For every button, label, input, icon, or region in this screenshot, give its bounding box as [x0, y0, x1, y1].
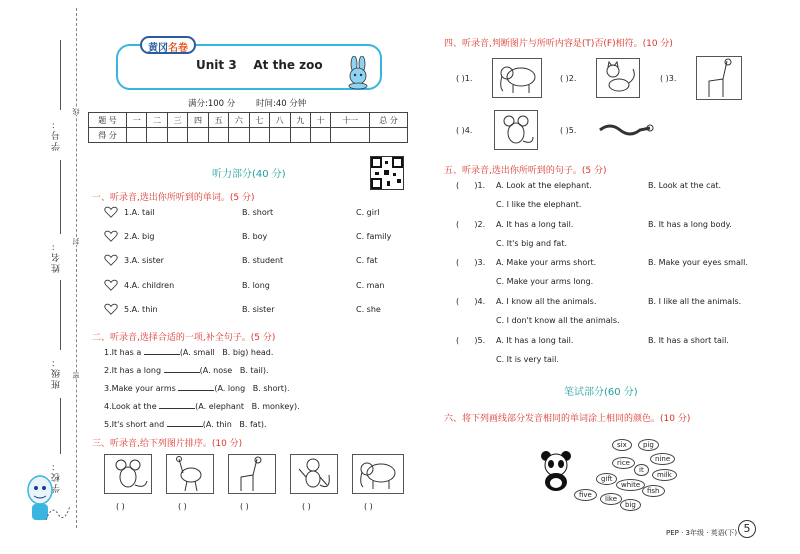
- score-cell[interactable]: [167, 128, 187, 143]
- q3-answer-slot[interactable]: ( ): [302, 502, 311, 511]
- q4-item-number[interactable]: ( )3.: [660, 74, 677, 83]
- option-b[interactable]: B. Look at the cat.: [648, 181, 722, 190]
- answer-blank[interactable]: [144, 354, 180, 355]
- q5-item: [456, 258, 776, 292]
- q2-item: 1.It has a (A. small B. big) head.: [104, 348, 274, 357]
- word-bubble[interactable]: five: [574, 489, 597, 501]
- score-table-score-row: [89, 128, 408, 143]
- option-b[interactable]: B. long: [242, 281, 270, 290]
- score-cell[interactable]: [270, 128, 290, 143]
- option-c[interactable]: C. It is very tail.: [496, 355, 559, 364]
- word-bubble[interactable]: white: [616, 479, 645, 491]
- cat-picture: [596, 58, 640, 98]
- unit-title: Unit 3 At the zoo: [196, 58, 323, 72]
- q3-answer-slot[interactable]: ( ): [240, 502, 249, 511]
- snake-icon: [596, 120, 656, 140]
- school-line[interactable]: [60, 398, 61, 454]
- table-cell: 题 号: [89, 113, 127, 128]
- q2-item: 3.Make your arms (A. long B. short).: [104, 384, 290, 393]
- option-c[interactable]: C. girl: [356, 208, 380, 217]
- mouse-picture: [494, 110, 538, 150]
- mouse-icon: [105, 455, 151, 493]
- answer-blank[interactable]: [167, 426, 203, 427]
- q3-answer-slot[interactable]: ( ): [178, 502, 187, 511]
- q3-answer-slot[interactable]: ( ): [116, 502, 125, 511]
- class-line[interactable]: [60, 280, 61, 350]
- snake-picture: [596, 120, 656, 140]
- table-cell: 四: [188, 113, 208, 128]
- q4-title: 四、听录音,判断图片与所听内容是(T)否(F)相符。(10 分): [444, 39, 673, 49]
- binding-fold-line: [76, 8, 77, 528]
- q2-item: 5.It's short and (A. thin B. fat).: [104, 420, 267, 429]
- giraffe-picture: [228, 454, 276, 494]
- option-c[interactable]: C. she: [356, 305, 381, 314]
- ostrich-picture: [166, 454, 214, 494]
- option-c[interactable]: C. I like the elephant.: [496, 200, 582, 209]
- q5-item: [456, 297, 776, 331]
- table-cell: 八: [270, 113, 290, 128]
- cat-icon: [597, 59, 639, 97]
- ostrich-icon: [167, 455, 213, 493]
- heart-answer-icon[interactable]: [104, 254, 118, 266]
- q4-item-number[interactable]: ( )5.: [560, 126, 577, 135]
- monkey-icon: [291, 455, 337, 493]
- option-a[interactable]: A. Look at the elephant.: [496, 181, 592, 190]
- q5-title: 五、听录音,选出你所听到的句子。(5 分): [444, 166, 607, 176]
- word-bubble[interactable]: nine: [650, 453, 675, 465]
- class-label: 班级：: [52, 356, 62, 389]
- student-id-label: 学号：: [52, 118, 62, 151]
- giraffe-icon: [229, 455, 275, 493]
- option-c[interactable]: C. man: [356, 281, 385, 290]
- wave-icon: [44, 500, 72, 524]
- q2-title: 二、听录音,选择合适的一项,补全句子。(5 分): [92, 333, 276, 343]
- option-b[interactable]: B. short: [242, 208, 274, 217]
- option-b[interactable]: B. I like all the animals.: [648, 297, 742, 306]
- word-bubble[interactable]: six: [612, 439, 632, 451]
- answer-blank[interactable]: [164, 372, 200, 373]
- written-title: 笔试部分(60 分): [564, 387, 638, 398]
- heart-answer-icon[interactable]: [104, 206, 118, 218]
- heart-answer-icon[interactable]: [104, 279, 118, 291]
- elephant-icon: [353, 455, 403, 493]
- q4-item-number[interactable]: ( )4.: [456, 126, 473, 135]
- option-b[interactable]: B. Make your eyes small.: [648, 258, 748, 267]
- table-cell: 十一: [331, 113, 370, 128]
- answer-blank[interactable]: [159, 408, 195, 409]
- elephant-picture: [492, 58, 542, 98]
- word-bubble[interactable]: rice: [612, 457, 635, 469]
- heart-answer-icon[interactable]: [104, 230, 118, 242]
- table-cell: 十: [310, 113, 330, 128]
- mouse-picture: [104, 454, 152, 494]
- fold-mark: 密: [72, 372, 80, 379]
- score-cell[interactable]: [249, 128, 269, 143]
- q2-item: 2.It has a long (A. nose B. tail).: [104, 366, 269, 375]
- option-b[interactable]: B. sister: [242, 305, 275, 314]
- score-table: [88, 112, 408, 143]
- monkey-picture: [290, 454, 338, 494]
- option-b[interactable]: B. It has a short tail.: [648, 336, 729, 345]
- answer-blank[interactable]: [178, 390, 214, 391]
- heart-answer-icon[interactable]: [104, 303, 118, 315]
- q5-answer-slot[interactable]: ( )3.: [456, 258, 486, 267]
- word-bubble[interactable]: like: [600, 493, 622, 505]
- q4-item-number[interactable]: ( )2.: [560, 74, 577, 83]
- option-a[interactable]: A. I know all the animals.: [496, 297, 597, 306]
- elephant-icon: [493, 59, 541, 97]
- footer-text: PEP · 3年级 · 英语(下): [666, 529, 738, 537]
- option-a[interactable]: 5.A. thin: [124, 305, 158, 314]
- name-label: 姓名：: [52, 240, 62, 273]
- brand-logo: 黄冈名卷: [140, 36, 196, 54]
- score-table-header-row: [89, 113, 408, 128]
- score-cell[interactable]: [290, 128, 310, 143]
- option-b[interactable]: B. student: [242, 256, 284, 265]
- score-cell[interactable]: [127, 128, 147, 143]
- option-c[interactable]: C. Make your arms long.: [496, 277, 594, 286]
- panda-icon: [536, 448, 576, 492]
- student-id-line[interactable]: [60, 40, 61, 110]
- score-cell[interactable]: [331, 128, 370, 143]
- page-number: 5: [738, 520, 756, 538]
- giraffe-icon: [697, 57, 741, 99]
- qr-code-icon: [370, 156, 404, 190]
- name-line[interactable]: [60, 160, 61, 234]
- word-bubble[interactable]: milk: [652, 469, 677, 481]
- rabbit-icon: [342, 56, 374, 90]
- giraffe-picture: [696, 56, 742, 100]
- option-b[interactable]: B. It has a long body.: [648, 220, 732, 229]
- q3-answer-slot[interactable]: ( ): [364, 502, 373, 511]
- mouse-icon: [495, 111, 537, 149]
- table-cell: 得 分: [89, 128, 127, 143]
- school-label: 学校：: [52, 460, 62, 493]
- table-cell: 一: [127, 113, 147, 128]
- q2-item: 4.Look at the (A. elephant B. monkey).: [104, 402, 300, 411]
- q5-answer-slot[interactable]: ( )4.: [456, 297, 486, 306]
- full-score: 满分:100 分: [188, 99, 236, 109]
- option-c[interactable]: C. I don't know all the animals.: [496, 316, 620, 325]
- option-b[interactable]: B. boy: [242, 232, 268, 241]
- option-a[interactable]: A. Make your arms short.: [496, 258, 597, 267]
- q5-item: [456, 220, 776, 254]
- exam-time: 时间:40 分钟: [256, 99, 307, 109]
- q4-item-number[interactable]: ( )1.: [456, 74, 473, 83]
- word-bubble[interactable]: it: [634, 464, 649, 476]
- q1-title: 一、听录音,选出你所听到的单词。(5 分): [92, 193, 255, 203]
- option-a[interactable]: A. It has a long tail.: [496, 220, 574, 229]
- q5-answer-slot[interactable]: ( )2.: [456, 220, 486, 229]
- option-c[interactable]: C. It's big and fat.: [496, 239, 567, 248]
- table-cell: 九: [290, 113, 310, 128]
- q3-title: 三、听录音,给下列图片排序。(10 分): [92, 439, 243, 449]
- q5-item: [456, 181, 776, 215]
- fold-mark: 封: [72, 238, 80, 245]
- word-bubble[interactable]: pig: [638, 439, 659, 451]
- fold-mark: 线: [72, 108, 80, 115]
- table-cell: 总 分: [370, 113, 408, 128]
- option-a[interactable]: 4.A. children: [124, 281, 175, 290]
- q5-answer-slot[interactable]: ( )1.: [456, 181, 486, 190]
- table-cell: 二: [147, 113, 167, 128]
- score-cell[interactable]: [370, 128, 408, 143]
- score-cell[interactable]: [310, 128, 330, 143]
- option-a[interactable]: 1.A. tail: [124, 208, 155, 217]
- score-cell[interactable]: [188, 128, 208, 143]
- option-a[interactable]: 2.A. big: [124, 232, 155, 241]
- option-a[interactable]: A. It has a long tail.: [496, 336, 574, 345]
- word-bubble[interactable]: big: [620, 499, 641, 511]
- score-cell[interactable]: [208, 128, 228, 143]
- listening-title: 听力部分(40 分): [212, 169, 286, 180]
- word-bubble[interactable]: fish: [642, 485, 665, 497]
- table-cell: 六: [229, 113, 249, 128]
- q5-item: [456, 336, 776, 370]
- q6-title: 六、将下列画线部分发音相同的单词涂上相同的颜色。(10 分): [444, 414, 691, 424]
- q5-answer-slot[interactable]: ( )5.: [456, 336, 486, 345]
- table-cell: 五: [208, 113, 228, 128]
- option-a[interactable]: 3.A. sister: [124, 256, 164, 265]
- option-c[interactable]: C. family: [356, 232, 392, 241]
- option-c[interactable]: C. fat: [356, 256, 378, 265]
- score-cell[interactable]: [229, 128, 249, 143]
- table-cell: 三: [167, 113, 187, 128]
- table-cell: 七: [249, 113, 269, 128]
- word-bubble[interactable]: gift: [596, 473, 617, 485]
- elephant-picture: [352, 454, 404, 494]
- score-cell[interactable]: [147, 128, 167, 143]
